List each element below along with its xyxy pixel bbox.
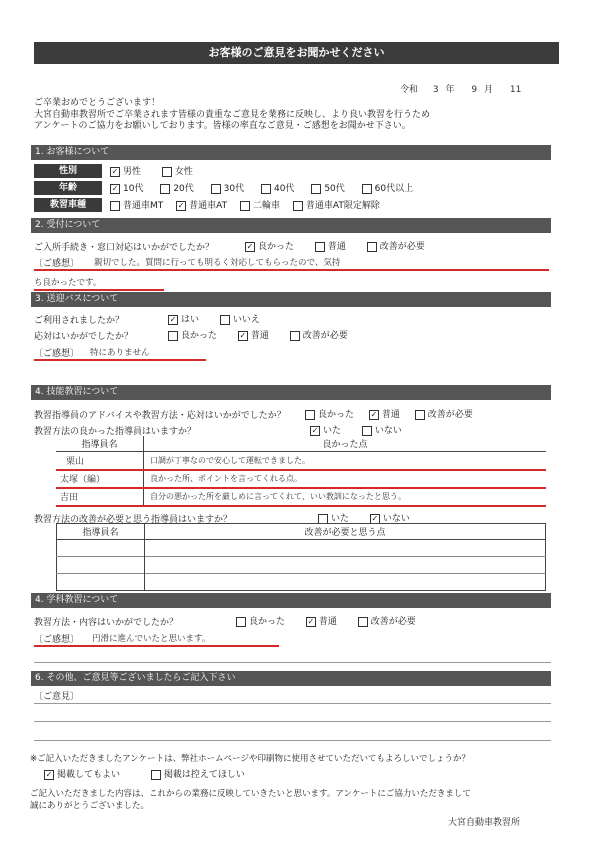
publish-options: [44, 767, 263, 780]
course-option[interactable]: 普通車AT限定解除: [293, 198, 380, 211]
bus-q1: ご利用されましたか？: [34, 316, 125, 326]
checkbox-icon[interactable]: ✓: [45, 769, 53, 779]
checkbox-icon[interactable]: [240, 201, 250, 211]
practical-bad-instructor-no[interactable]: ✓ いない: [371, 513, 410, 524]
instructor-name[interactable]: [57, 574, 145, 591]
course-label: 教習車種: [34, 198, 102, 212]
practical-q1: 教習指導員のアドバイスや教習方法・応対はいかがでしたか？: [34, 411, 286, 421]
page-title: お客様のご意見をお聞かせください: [34, 42, 559, 64]
bus-option-yes[interactable]: ✓ はい: [169, 314, 200, 325]
practical-good-instructor-yes[interactable]: ✓ いた: [311, 425, 342, 436]
classroom-option-normal[interactable]: ✓ 普通: [307, 616, 337, 627]
table-row: [57, 557, 546, 574]
intro-line: アンケートのご協力をお願いしております。皆様の率直なご意見・ご感想をお聞かせ下さい。: [34, 121, 411, 131]
handwriting-underline: [34, 269, 549, 271]
improve-instructor-table: [56, 523, 546, 591]
reception-option-good[interactable]: ✓ 良かった: [246, 241, 295, 252]
checkbox-icon[interactable]: [151, 770, 161, 780]
date-month[interactable]: 9: [471, 85, 478, 95]
date-month-unit: 月: [484, 85, 494, 95]
date-year[interactable]: 3: [432, 85, 439, 95]
checkbox-icon[interactable]: ✓: [111, 183, 119, 193]
publish-option-deny[interactable]: 掲載は控えてほしい: [151, 767, 245, 780]
bus-q1-options: [168, 312, 278, 325]
checkbox-icon[interactable]: [236, 617, 246, 627]
classroom-comment-label: 〔ご感想〕: [34, 635, 80, 645]
checkbox-icon[interactable]: [290, 331, 300, 341]
practical-q2-options: [310, 423, 420, 436]
checkbox-icon[interactable]: ✓: [177, 200, 185, 210]
checkbox-icon[interactable]: [367, 242, 377, 252]
intro-text: [34, 98, 430, 133]
reception-comment-label: 〔ご感想〕: [34, 259, 80, 269]
thanks-line1: ご記入いただきました内容は、これからの業務に反映していきたいと思います。アンケートにご協力いただきまして: [30, 789, 471, 799]
reception-options: [245, 239, 443, 252]
reception-comment-line1[interactable]: 親切でした。質問に行っても明るく対応してもらったので、気持: [94, 258, 341, 268]
instructor-name[interactable]: 太塚（編）: [56, 470, 144, 488]
checkbox-icon[interactable]: ✓: [370, 409, 378, 419]
ruled-line[interactable]: [34, 740, 551, 741]
ruled-line[interactable]: [34, 721, 551, 722]
instructor-name[interactable]: 栗山: [56, 452, 144, 470]
section-header-practical: 4. 技能教習について: [31, 385, 551, 400]
instructor-name[interactable]: [57, 557, 145, 574]
bus-comment[interactable]: 特にありません: [90, 348, 150, 358]
practical-option-good[interactable]: 良かった: [305, 407, 354, 420]
school-signature: 大宮自動車教習所: [448, 818, 521, 828]
bus-comment-label: 〔ご感想〕: [34, 349, 80, 359]
reception-question: ご入所手続き・窓口対応はいかがでしたか？: [34, 243, 215, 253]
ruled-line: [34, 662, 551, 663]
checkbox-icon[interactable]: ✓: [371, 513, 379, 523]
table-row: [56, 470, 546, 488]
course-option[interactable]: 二輪車: [240, 198, 280, 211]
bus-option-normal[interactable]: ✓ 普通: [239, 330, 269, 341]
bus-q2-options: [168, 328, 366, 341]
age-option[interactable]: 50代: [311, 181, 344, 194]
checkbox-icon[interactable]: ✓: [111, 166, 119, 176]
classroom-comment[interactable]: 円滑に進んでいたと思います。: [92, 634, 211, 644]
instructor-improve-point[interactable]: [145, 574, 546, 591]
table-row: [56, 488, 546, 506]
practical-option-improve[interactable]: 改善が必要: [415, 407, 473, 420]
practical-q2: 教習方法の良かった指導員はいますか？: [34, 427, 197, 437]
checkbox-icon[interactable]: [415, 410, 425, 420]
checkbox-icon[interactable]: [168, 331, 178, 341]
customer-info-table: [34, 163, 534, 212]
section-header-other: 6. その他、ご意見等ございましたらご記入下さい: [31, 671, 551, 686]
reception-option-improve[interactable]: 改善が必要: [367, 239, 425, 252]
checkbox-icon[interactable]: ✓: [307, 616, 315, 626]
checkbox-icon[interactable]: [110, 201, 120, 211]
reception-option-normal[interactable]: 普通: [315, 239, 346, 252]
checkbox-icon[interactable]: [261, 184, 271, 194]
age-option[interactable]: 60代以上: [362, 181, 413, 194]
date-year-unit: 年: [445, 85, 455, 95]
publish-option-allow[interactable]: ✓ 掲載してもよい: [45, 769, 121, 780]
table-header: 指導員名: [56, 436, 144, 452]
practical-option-normal[interactable]: ✓ 普通: [370, 409, 400, 420]
checkbox-icon[interactable]: [362, 184, 372, 194]
ruled-line[interactable]: [34, 703, 551, 704]
age-option[interactable]: 30代: [211, 181, 244, 194]
checkbox-icon[interactable]: ✓: [246, 241, 254, 251]
instructor-good-point[interactable]: 自分の悪かった所を厳しめに言ってくれて、いい教訓になったと思う。: [144, 488, 547, 506]
classroom-question: 教習方法・内容はいかがでしたか？: [34, 618, 179, 628]
section-header-bus: 3. 送迎バスについて: [31, 292, 551, 307]
handwriting-underline: [34, 645, 279, 647]
checkbox-icon[interactable]: [318, 514, 328, 524]
gender-option-male[interactable]: ✓ 男性: [111, 166, 142, 177]
age-option[interactable]: ✓ 10代: [111, 183, 144, 194]
practical-q3: 教習方法の改善が必要と思う指導員はいますか？: [34, 515, 233, 525]
section-header-customer: 1. お客様について: [31, 145, 551, 160]
instructor-good-point[interactable]: 口調が丁寧なので安心して運転できました。: [144, 452, 547, 470]
bus-option-improve[interactable]: 改善が必要: [290, 328, 348, 341]
checkbox-icon[interactable]: [160, 184, 170, 194]
instructor-name[interactable]: [57, 540, 145, 557]
practical-bad-instructor-yes[interactable]: いた: [318, 511, 349, 524]
checkbox-icon[interactable]: [305, 410, 315, 420]
date-era: 令和: [400, 85, 419, 95]
handwriting-underline: [34, 359, 206, 361]
section-header-reception: 2. 受付について: [31, 218, 551, 233]
instructor-good-point[interactable]: 良かった所、ポイントを言ってくれる点。: [144, 470, 547, 488]
table-row: [57, 574, 546, 591]
checkbox-icon[interactable]: [211, 184, 221, 194]
survey-date: [400, 82, 525, 95]
instructor-name[interactable]: 吉田: [56, 488, 144, 506]
instructor-improve-point[interactable]: [145, 540, 546, 557]
course-option[interactable]: ✓ 普通車AT: [177, 200, 228, 211]
checkbox-icon[interactable]: [358, 617, 368, 627]
checkbox-icon[interactable]: [315, 242, 325, 252]
intro-line: 大宮自動車教習所でご卒業されます皆様の貴重なご意見を業務に反映し、より良い教習を行うため: [34, 109, 431, 120]
handwriting-underline: [34, 289, 164, 291]
thanks-line2: 誠にありがとうございました。: [30, 801, 150, 811]
good-instructor-table: [56, 436, 546, 507]
checkbox-icon[interactable]: [362, 426, 372, 436]
classroom-option-good[interactable]: 良かった: [236, 614, 285, 627]
publish-permission-note: ※ご記入いただきましたアンケートは、弊社ホームページや印刷物に使用させていただいてもよろしいでしょうか？: [30, 754, 470, 764]
practical-good-instructor-no[interactable]: いない: [362, 423, 402, 436]
other-comment-label: 〔ご意見〕: [34, 692, 80, 702]
bus-option-no[interactable]: いいえ: [220, 312, 260, 325]
checkbox-icon[interactable]: [293, 201, 303, 211]
bus-option-good[interactable]: 良かった: [168, 328, 217, 341]
classroom-options: [236, 614, 434, 627]
classroom-option-improve[interactable]: 改善が必要: [358, 614, 416, 627]
checkbox-icon[interactable]: ✓: [169, 314, 177, 324]
gender-label: 性別: [34, 164, 102, 178]
practical-q1-options: [305, 407, 473, 420]
age-label: 年齢: [34, 181, 102, 195]
table-header: 指導員名: [57, 524, 145, 540]
table-header: 良かった点: [322, 440, 368, 450]
checkbox-icon[interactable]: [220, 315, 230, 325]
gender-option-female[interactable]: 女性: [162, 164, 193, 177]
course-option[interactable]: 普通車MT: [110, 198, 163, 211]
date-day[interactable]: 11: [509, 85, 522, 95]
checkbox-icon[interactable]: ✓: [311, 425, 319, 435]
intro-line: ご卒業おめでとうございます！: [34, 98, 161, 108]
reception-comment-line2[interactable]: ち良かったです。: [34, 278, 102, 288]
instructor-improve-point[interactable]: [145, 557, 546, 574]
table-row: [57, 540, 546, 557]
checkbox-icon[interactable]: [311, 184, 321, 194]
age-option[interactable]: 40代: [261, 181, 294, 194]
table-header: 改善が必要と思う点: [304, 528, 386, 538]
bus-q2: 応対はいかがでしたか？: [34, 332, 134, 342]
checkbox-icon[interactable]: ✓: [239, 330, 247, 340]
checkbox-icon[interactable]: [162, 167, 172, 177]
section-header-classroom: 4. 学科教習について: [31, 593, 551, 608]
table-row: [56, 452, 546, 470]
age-option[interactable]: 20代: [160, 181, 193, 194]
